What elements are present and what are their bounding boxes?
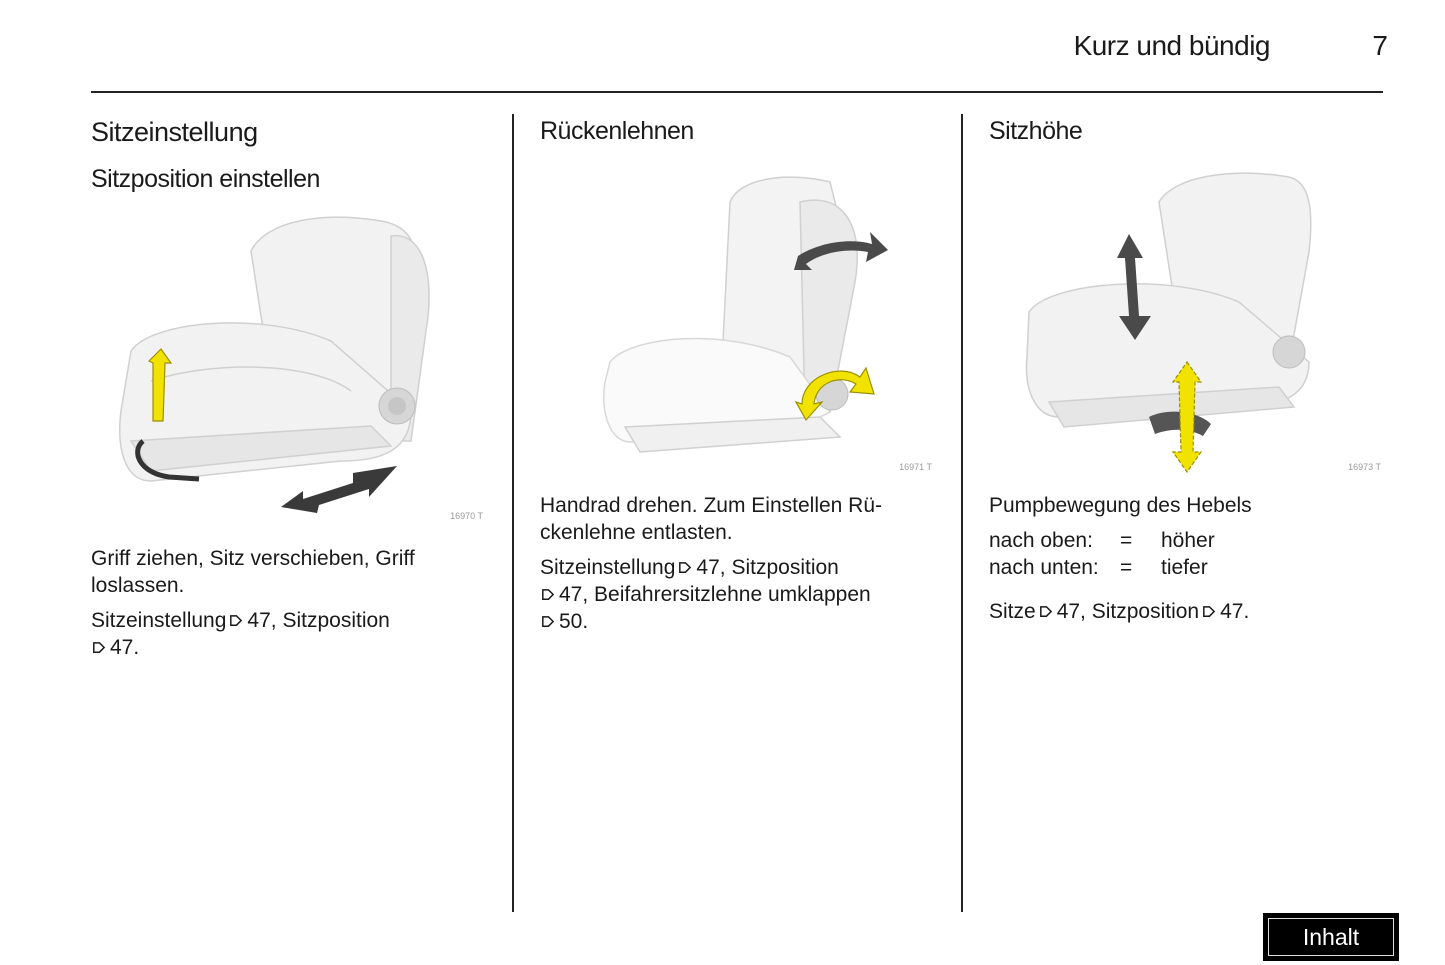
page-number: 7: [1372, 30, 1388, 61]
column-divider-2: [961, 114, 963, 912]
figure-code: 16970 T: [450, 511, 483, 521]
header-divider: [91, 91, 1383, 93]
list-item: [989, 527, 1389, 554]
column-divider-1: [512, 114, 514, 912]
section-heading: Sitzhöhe: [989, 117, 1083, 145]
ref-text: Sitze: [989, 600, 1036, 623]
pump-direction-label: nach oben:: [989, 529, 1093, 552]
reference-arrow-icon[interactable]: [677, 560, 692, 575]
chapter-title: Kurz und bündig: [1073, 30, 1270, 61]
reference-arrow-icon[interactable]: [91, 640, 106, 655]
list-item: [989, 554, 1389, 581]
contents-button-label: Inhalt: [1302, 923, 1360, 950]
ref-text: Sitzeinstellung: [91, 609, 227, 632]
backrest-illustration: [540, 162, 936, 474]
ref-text[interactable]: 47, Sitzposition: [696, 556, 839, 579]
equals-sign: =: [1120, 556, 1133, 579]
reference-arrow-icon[interactable]: [540, 614, 555, 629]
pump-result: tiefer: [1161, 556, 1208, 579]
seat-height-illustration: [989, 162, 1385, 474]
cross-reference: [91, 607, 491, 661]
reference-arrow-icon[interactable]: [540, 587, 555, 602]
ref-text[interactable]: 47.: [1220, 600, 1250, 623]
ref-text[interactable]: 50.: [559, 610, 589, 633]
instruction-text-line-1: Handrad drehen. Zum Einstellen Rü-: [540, 494, 883, 517]
cross-reference: [540, 554, 940, 635]
column-seat-height: [989, 114, 1389, 625]
reference-arrow-icon[interactable]: [1201, 604, 1216, 619]
ref-text: Sitzeinstellung: [540, 556, 676, 579]
pump-direction-label: nach unten:: [989, 556, 1099, 579]
seat-slide-illustration: [91, 211, 487, 523]
column-backrest: [540, 114, 940, 635]
ref-text[interactable]: 47, Sitzposition: [247, 609, 390, 632]
figure-code: 16971 T: [899, 462, 932, 472]
pump-action-list: [989, 527, 1389, 581]
contents-button[interactable]: [1263, 913, 1399, 961]
figure-code: 16973 T: [1348, 462, 1381, 472]
ref-text[interactable]: 47, Sitzposition: [1056, 600, 1200, 623]
ref-text[interactable]: 47.: [110, 636, 140, 659]
instruction-text: Griff ziehen, Sitz verschieben, Griff loslassen.: [91, 547, 415, 597]
column-seat-position: [91, 114, 491, 661]
ref-text[interactable]: 47, Beifahrersitzlehne umklappen: [559, 583, 871, 606]
reference-arrow-icon[interactable]: [1038, 604, 1053, 619]
cross-reference: [989, 598, 1389, 625]
reference-arrow-icon[interactable]: [228, 613, 243, 628]
sub-heading: Sitzposition einstellen: [91, 165, 320, 193]
instruction-text-line-2: ckenlehne entlasten.: [540, 521, 733, 544]
equals-sign: =: [1120, 529, 1133, 552]
section-heading: Sitzeinstellung: [91, 117, 258, 147]
section-heading: Rückenlehnen: [540, 117, 694, 145]
pump-result: höher: [1161, 529, 1215, 552]
instruction-text: Pumpbewegung des Hebels: [989, 494, 1252, 517]
